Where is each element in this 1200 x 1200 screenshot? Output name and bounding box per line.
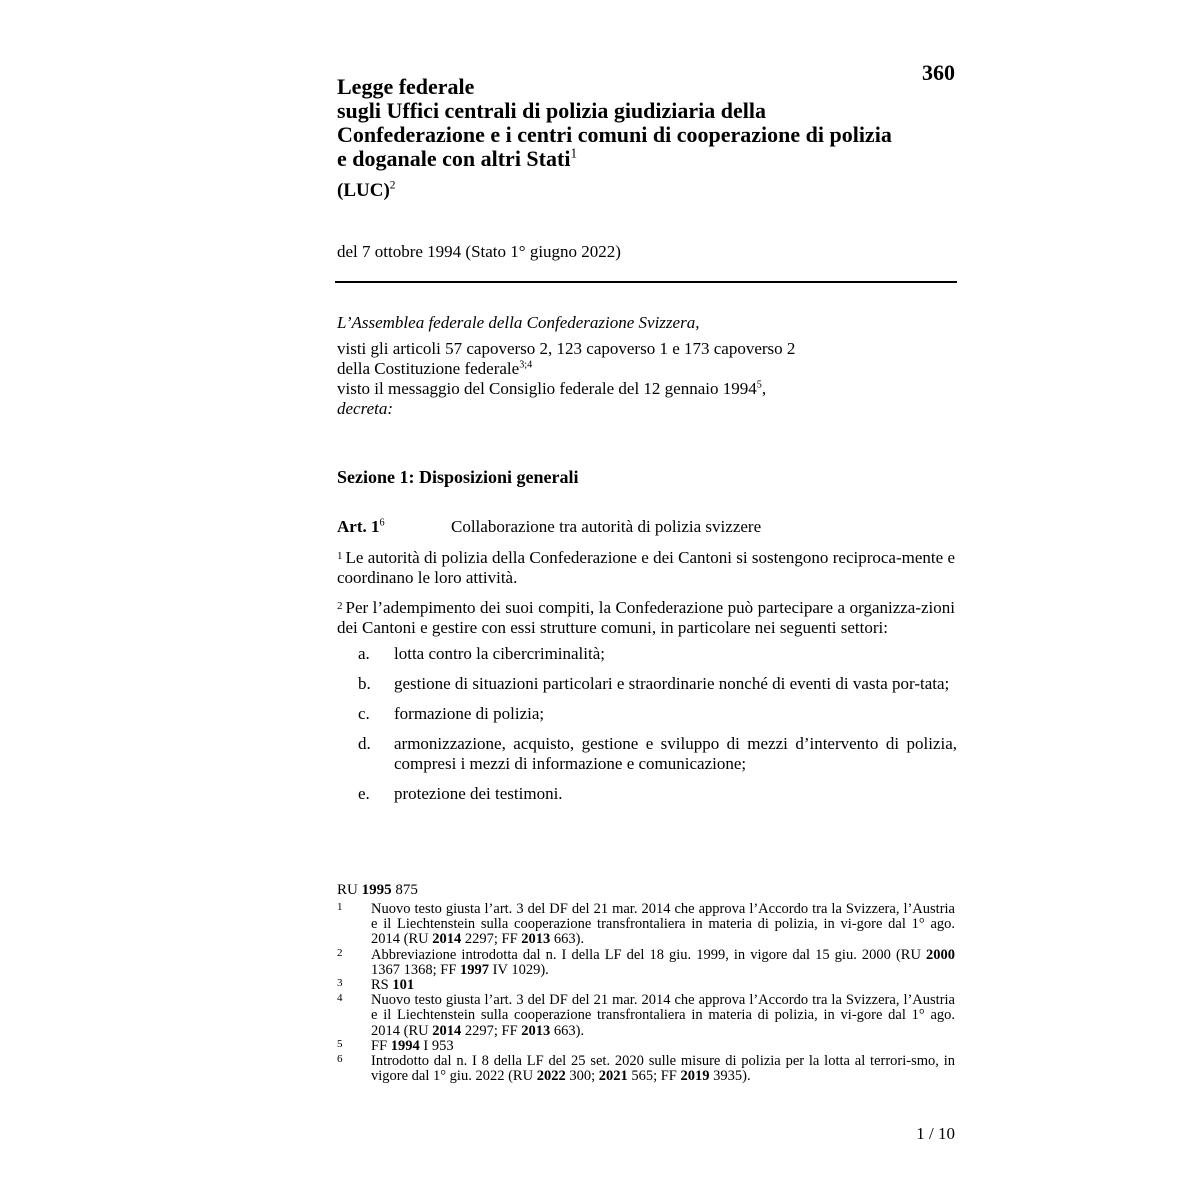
footnote	[337, 1054, 955, 1084]
footnote-text-part: 663).	[550, 931, 585, 948]
source-page: 875	[391, 882, 418, 898]
list-item-letter: d.	[358, 734, 371, 753]
source-prefix: RU	[337, 882, 362, 898]
article-number-text: Art. 1	[337, 517, 380, 536]
footnote-number: 6	[337, 1053, 343, 1066]
list-item-letter: b.	[358, 674, 371, 693]
footnote-text-part: Abbreviazione introdotta dal n. I della LF del 18 giu. 1999, in vigore dal 15 giu. 2000 (RU	[371, 946, 926, 963]
article-heading	[337, 517, 957, 537]
footnote-number: 3	[337, 977, 343, 990]
preamble-line	[337, 359, 957, 379]
title-line: Confederazione e i centri comuni di cooperazione di polizia	[337, 122, 892, 147]
footnote-text-part: RS	[371, 977, 393, 994]
article-title: Collaborazione tra autorità di polizia svizzere	[451, 517, 762, 536]
page-number: 1 / 10	[916, 1124, 955, 1143]
footnote-ref[interactable]: 3;4	[519, 359, 533, 371]
title-line: Legge federale	[337, 74, 475, 99]
footnote-bold-ref: 2013	[521, 1022, 551, 1039]
footnote-text-part: 2297; FF	[461, 1022, 522, 1039]
footnote-text	[371, 948, 955, 978]
paragraph-number: 1	[337, 550, 343, 562]
list-item-text: protezione dei testimoni.	[394, 784, 563, 803]
law-abbreviation	[337, 180, 395, 202]
footnote-ref[interactable]: 5	[756, 379, 762, 391]
footnote-text	[371, 1039, 955, 1054]
footnote-text-part: IV 1029).	[489, 961, 549, 978]
footnote-number: 2	[337, 946, 343, 959]
footnote-text	[371, 978, 955, 993]
footnote-text-part: 565; FF	[627, 1068, 681, 1085]
footnote-ref[interactable]: 6	[379, 517, 385, 529]
preamble-punct: ,	[761, 379, 767, 398]
source-year: 1995	[361, 882, 392, 898]
footnote-bold-ref: 1994	[390, 1037, 420, 1054]
paragraph-number: 2	[337, 600, 343, 612]
list-item-letter: c.	[358, 704, 370, 723]
footnote-text	[371, 902, 955, 948]
preamble-line	[337, 379, 957, 399]
list-item-letter: e.	[358, 784, 370, 803]
title-line	[337, 147, 957, 171]
footnote	[337, 948, 955, 978]
footnote-text-part: Introdotto dal n. I 8 della LF del 25 set. 2020 sulle misure di polizia per la lotta al terrori-smo, in vigore dal 1° giu. 2022 (RU	[371, 1053, 955, 1085]
footnotes	[337, 902, 955, 1084]
law-title	[337, 75, 957, 171]
preamble-issuer: L’Assemblea federale della Confederazione Svizzera,	[337, 313, 700, 332]
footnote-text-part: 663).	[550, 1022, 585, 1039]
preamble-line: visti gli articoli 57 capoverso 2, 123 capoverso 1 e 173 capoverso 2	[337, 339, 796, 358]
footnote-text-part: Nuovo testo giusta l’art. 3 del DF del 21 mar. 2014 che approva l’Accordo tra la Svizzera, l’Austria e il Liechtenstein sulla cooperazione transfrontaliera in materia di polizia, in vi-gore dal 1° ago. 2014 (RU	[371, 992, 955, 1039]
footnote	[337, 902, 955, 948]
article-list	[337, 644, 957, 814]
footnote-text-part: FF	[371, 1037, 391, 1054]
sr-number: 360	[922, 60, 955, 85]
title-line: sugli Uffici centrali di polizia giudiziaria della	[337, 98, 766, 123]
header-divider	[335, 281, 957, 283]
footnote-text	[371, 993, 955, 1039]
preamble-decree: decreta:	[337, 399, 394, 418]
preamble-text: visto il messaggio del Consiglio federale del 12 gennaio 1994	[337, 379, 757, 398]
footnote-text-part: 3935).	[709, 1068, 751, 1085]
list-item	[337, 674, 957, 694]
preamble	[337, 313, 957, 419]
footnote-bold-ref: 2022	[536, 1068, 566, 1085]
footnote-text-part: 1367 1368; FF	[371, 961, 461, 978]
footnote-number: 4	[337, 992, 343, 1005]
footnote	[337, 993, 955, 1039]
list-item	[337, 784, 957, 804]
footnote-number: 5	[337, 1037, 343, 1050]
list-item-letter: a.	[358, 644, 370, 663]
article-paragraph	[337, 596, 955, 638]
list-item-text: armonizzazione, acquisto, gestione e sviluppo di mezzi d’intervento di polizia, compresi i mezzi di informazione e comunicazione;	[394, 734, 957, 773]
list-item	[337, 704, 957, 724]
footnote-ref[interactable]: 2	[389, 179, 396, 192]
list-item-text: lotta contro la cibercriminalità;	[394, 644, 605, 663]
footnote-text-part: 300;	[565, 1068, 599, 1085]
paragraph-text: Le autorità di polizia della Confederazione e dei Cantoni si sostengono reciproca-mente e coordinano le loro attività.	[337, 548, 955, 587]
list-item-text: formazione di polizia;	[394, 704, 545, 723]
footnote	[337, 978, 955, 993]
footnote-bold-ref: 1997	[460, 961, 490, 978]
footnote-text-part: I 953	[419, 1037, 454, 1054]
footnote-bold-ref: 2000	[926, 946, 955, 963]
footnote-bold-ref: 101	[392, 977, 415, 994]
list-item	[337, 734, 957, 774]
title-line-text: e doganale con altri Stati	[337, 146, 571, 171]
footnote-bold-ref: 2019	[680, 1068, 710, 1085]
official-source	[337, 882, 418, 899]
footnote-bold-ref: 2014	[432, 1022, 462, 1039]
footnote-bold-ref: 2021	[598, 1068, 628, 1085]
footnote-text	[371, 1054, 955, 1084]
article-paragraph	[337, 546, 955, 588]
footnote-bold-ref: 2014	[432, 931, 462, 948]
footnote-text-part: 2297; FF	[461, 931, 522, 948]
footnote-number: 1	[337, 901, 343, 913]
list-item-text: gestione di situazioni particolari e straordinarie nonché di eventi di vasta por-tata;	[394, 674, 950, 693]
footnote	[337, 1039, 955, 1054]
law-date: del 7 ottobre 1994 (Stato 1° giugno 2022)	[337, 242, 621, 261]
list-item	[337, 644, 957, 664]
preamble-text: della Costituzione federale	[337, 359, 520, 378]
paragraph-text: Per l’adempimento dei suoi compiti, la Confederazione può partecipare a organizza-zioni dei Cantoni e gestire con essi strutture comuni, in particolare nei seguenti settori:	[337, 598, 955, 637]
abbreviation-text: (LUC)	[337, 180, 390, 201]
article-number	[337, 517, 451, 537]
footnote-bold-ref: 2013	[521, 931, 551, 948]
footnote-text-part: Nuovo testo giusta l’art. 3 del DF del 21 mar. 2014 che approva l’Accordo tra la Svizzera, l’Austria e il Liechtenstein sulla cooperazione transfrontaliera in materia di polizia, in vi-gore dal 1° ago. 2014 (RU	[371, 901, 955, 948]
section-title: Sezione 1: Disposizioni generali	[337, 467, 579, 487]
footnote-ref[interactable]: 1	[570, 145, 578, 161]
